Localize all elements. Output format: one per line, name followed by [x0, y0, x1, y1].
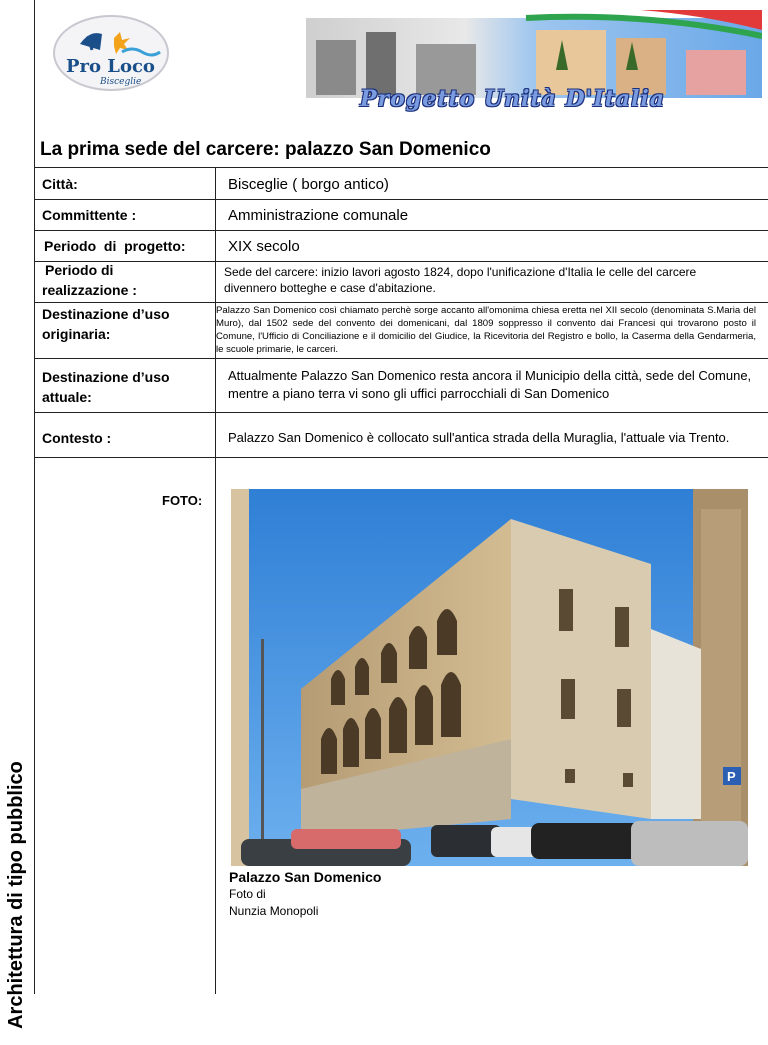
palazzo-photo [231, 489, 748, 866]
row-value-destinazione-attuale: Attualmente Palazzo San Domenico resta ancora il Municipio della città, sede del Comune, mentre a piano terra vi sono gli uffici parrocchiali di San Domenico [228, 368, 752, 401]
row-value-destinazione-originaria: Palazzo San Domenico così chiamato perchè sorge accanto all'omonima chiesa eretta nel XII secolo (denominata S.Maria del Muro), dal 1502 sede del convento dei domenicani, dal 1809 soppresso il convento dai Francesi qui trovarono posto il Comune, l'Ufficio di Conciliazione e il domicilio del Giudice, la Ricevitoria del Registro e bollo, la Caserma della Gendarmeria, le scuole primarie, le carceri. [216, 305, 756, 355]
row-label-periodo-realizzazione-1: Periodo di [45, 262, 114, 278]
row-value-committente: Amministrazione comunale [228, 207, 409, 224]
row-label-committente: Committente : [42, 207, 137, 223]
vertical-category-title: Architettura di tipo pubblico [5, 761, 27, 1029]
caption-credit-label: Foto di [229, 887, 266, 901]
row-value-citta: Bisceglie ( borgo antico) [228, 176, 389, 193]
row-label-periodo-progetto: Periodo di progetto: [44, 238, 186, 254]
row-value-periodo-progetto: XIX secolo [228, 238, 300, 255]
logo-text: Pro Loco [66, 56, 155, 77]
table-top-rule [34, 167, 768, 168]
sidebar [0, 0, 35, 1029]
row-value-periodo-realizzazione: Sede del carcere: inizio lavori agosto 1824, dopo l'unificazione d'Italia le celle del carcere divennero botteghe e case d'abitazione. [224, 265, 697, 295]
row-divider [34, 230, 768, 231]
row-divider [34, 457, 768, 458]
banner-title: Progetto Unità D'Italia [360, 86, 665, 112]
svg-text:P: P [727, 769, 736, 784]
row-label-periodo-realizzazione-2: realizzazione : [42, 282, 137, 298]
row-label-destinazione-attuale-1: Destinazione d’uso [42, 369, 170, 385]
row-value-contesto: Palazzo San Domenico è collocato sull'antica strada della Muraglia, l'attuale via Trento. [228, 430, 730, 445]
row-divider [34, 302, 768, 303]
row-divider [34, 412, 768, 413]
row-divider [34, 261, 768, 262]
caption-photographer: Nunzia Monopoli [229, 904, 319, 918]
row-divider [34, 358, 768, 359]
row-label-destinazione-originaria-2: originaria: [42, 326, 111, 342]
foto-label: FOTO: [162, 493, 203, 508]
row-label-citta: Città: [42, 176, 78, 192]
caption-title: Palazzo San Domenico [229, 869, 382, 885]
logo-subtext: Bisceglie [100, 77, 142, 87]
row-divider [34, 199, 768, 200]
column-divider [215, 167, 216, 994]
row-label-destinazione-attuale-2: attuale: [42, 389, 92, 405]
document-title: La prima sede del carcere: palazzo San Domenico [40, 139, 491, 160]
pro-loco-logo [52, 14, 170, 92]
row-label-contesto: Contesto : [42, 430, 112, 446]
row-label-destinazione-originaria-1: Destinazione d’uso [42, 306, 170, 322]
